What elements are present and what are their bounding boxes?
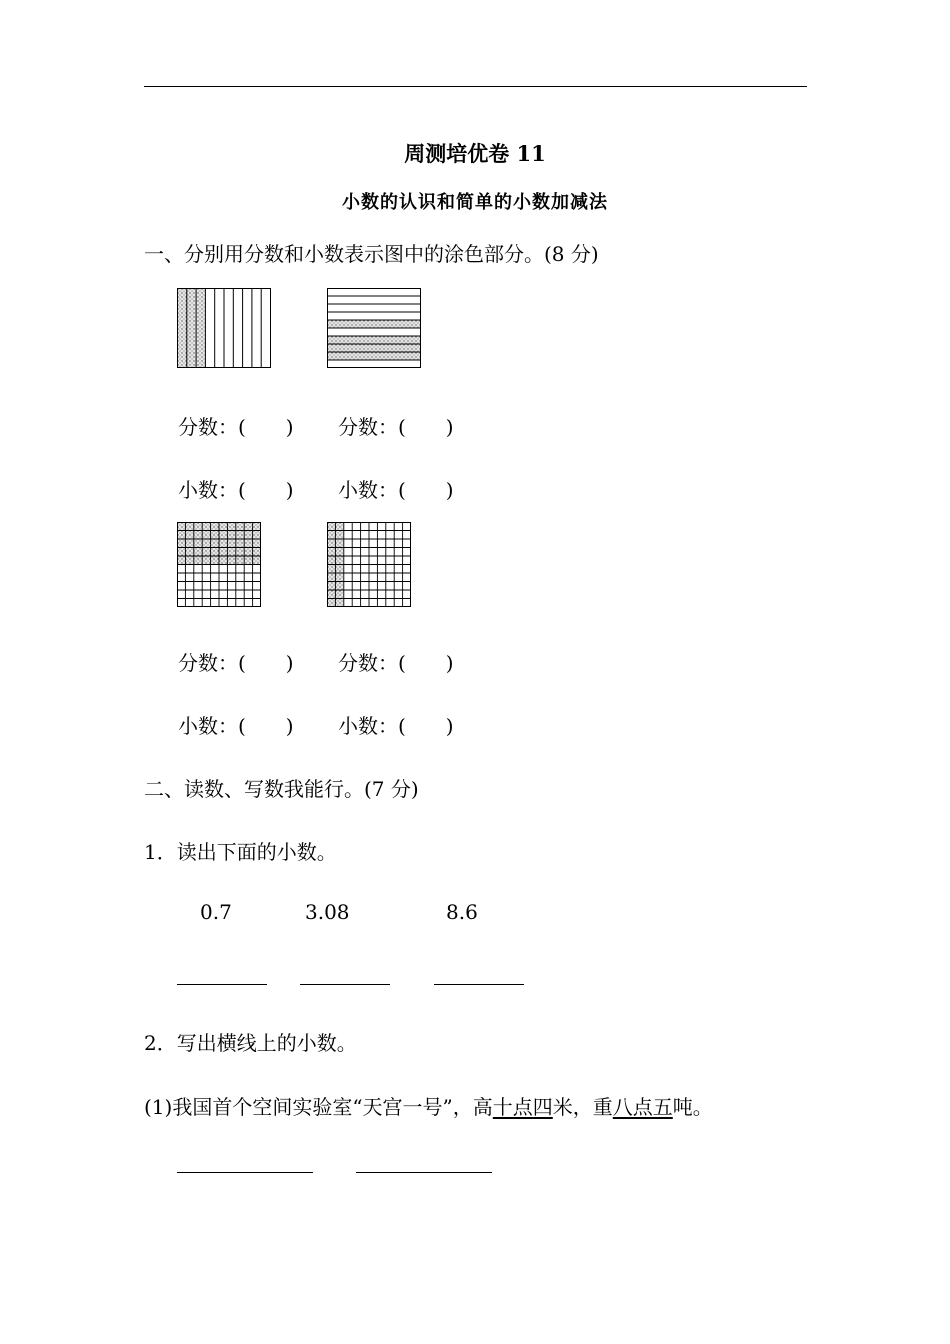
figure-vertical-strips: [177, 288, 271, 368]
section1-heading: 一、分别用分数和小数表示图中的涂色部分。(8 分): [144, 242, 599, 266]
shaded-strip: [328, 320, 421, 328]
sub1-suffix: 吨。: [672, 1095, 713, 1119]
page-subtitle: 小数的认识和简单的小数加减法: [342, 192, 608, 213]
decimal-answer-2: 小数：( ): [338, 478, 454, 502]
figure-grid-columns: [327, 522, 411, 607]
sub1-prefix: (1)我国首个空间实验室“天宫一号”，高: [144, 1095, 493, 1119]
fraction-answer-1: 分数：( ): [178, 415, 294, 439]
fraction-answer-4: 分数：( ): [338, 651, 454, 675]
answer-line-2: [300, 984, 390, 985]
height-underlined: 十点四: [492, 1095, 553, 1119]
page-title: 周测培优卷 11: [404, 141, 546, 166]
shaded-strip: [328, 336, 421, 344]
answer-line-5: [356, 1172, 492, 1173]
answer-line-3: [434, 984, 524, 985]
answer-line-1: [177, 984, 267, 985]
decimal-number-1: 0.7: [200, 900, 232, 924]
fraction-answer-2: 分数：( ): [338, 415, 454, 439]
fraction-answer-3: 分数：( ): [178, 651, 294, 675]
figure-grid-rows: [177, 522, 261, 607]
decimal-answer-3: 小数：( ): [178, 714, 294, 738]
question-1-label: 1．读出下面的小数。: [144, 840, 337, 864]
section2-heading: 二、读数、写数我能行。(7 分): [144, 777, 419, 801]
figure-horizontal-strips: [327, 288, 421, 368]
decimal-number-3: 8.6: [446, 900, 478, 924]
shaded-strip: [328, 344, 421, 352]
shaded-region: [178, 289, 206, 368]
shaded-strip: [328, 352, 421, 360]
top-rule: [144, 86, 807, 87]
answer-line-4: [177, 1172, 313, 1173]
sub1-mid: 米，重: [552, 1095, 613, 1119]
question-2-sub1: [144, 1091, 713, 1120]
decimal-number-2: 3.08: [305, 900, 350, 924]
question-2-label: 2．写出横线上的小数。: [144, 1031, 357, 1055]
weight-underlined: 八点五: [612, 1095, 673, 1119]
decimal-answer-1: 小数：( ): [178, 478, 294, 502]
decimal-answer-4: 小数：( ): [338, 714, 454, 738]
